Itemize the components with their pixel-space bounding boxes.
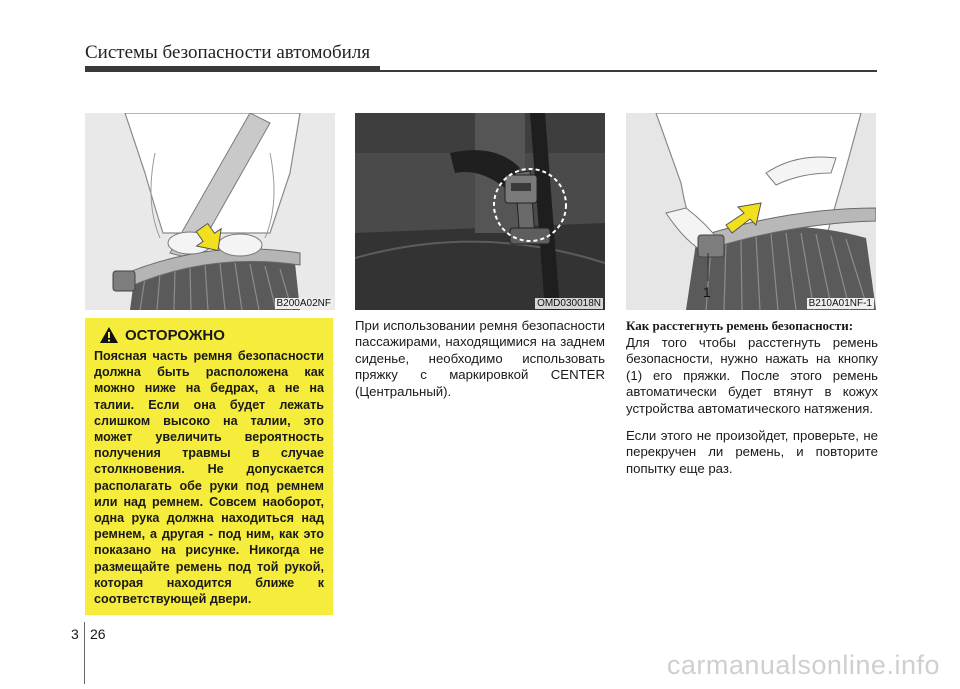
unfasten-paragraph-2: Если этого не произойдет, проверьте, не перекручен ли ремень, и повторите попытку еще раз. xyxy=(626,428,878,476)
rear-center-buckle-text: При использовании ремня безопасности пассажирами, находящимися на заднем сиденье, необходимо использовать пряжку с маркировкой CENTER (Центральный). xyxy=(355,318,605,399)
header-rule-thick xyxy=(85,66,380,72)
figure-caption: OMD030018N xyxy=(537,298,601,309)
figure-caption: B210A01NF-1 xyxy=(808,298,872,309)
section-heading-unfasten: Как расстегнуть ремень безопасности: xyxy=(626,318,854,333)
watermark-text: carmanualsonline.info xyxy=(666,650,940,680)
page-number: 26 xyxy=(90,626,106,642)
unfasten-paragraph-1: Для того чтобы расстегнуть ремень безопасности, нужно нажать на кнопку (1) его пряжки. После этого ремень автоматически будет втянут в кожух устройства автоматического натяжения. xyxy=(626,335,878,416)
footer-divider xyxy=(84,622,85,684)
warning-text: Поясная часть ремня безопасности должна быть расположена как можно ниже на бедрах, а не на талии. Если она будет лежать слишком высоко на талии, это может увеличить вероятность получения травмы в случае столкновения. Не допускается располагать обе руки под ремнем или над ремнем. Совсем наоборот, одна рука должна находиться над ремнем, а другая - под ним, как это показано на рисунке. Никогда не размещайте ремень под той рукой, которая находится ближе к соответствующей двери. xyxy=(94,349,324,607)
warning-triangle-icon xyxy=(99,326,119,344)
section-number: 3 xyxy=(71,626,79,642)
figure-rear-center-buckle xyxy=(355,113,605,310)
center-buckle-illustration xyxy=(355,113,605,310)
unfasten-belt-illustration xyxy=(626,113,876,310)
page-header-title: Системы безопасности автомобиля xyxy=(85,42,371,63)
lap-belt-illustration xyxy=(85,113,335,310)
warning-header xyxy=(99,326,324,344)
figure-lap-belt-position xyxy=(85,113,335,310)
warning-box xyxy=(85,318,333,615)
figure-unfasten-belt xyxy=(626,113,876,310)
figure-caption: B200A02NF xyxy=(276,298,331,309)
callout-number: 1 xyxy=(703,284,711,300)
warning-title: ОСТОРОЖНО xyxy=(125,326,225,344)
header-rule-thin xyxy=(380,70,877,72)
